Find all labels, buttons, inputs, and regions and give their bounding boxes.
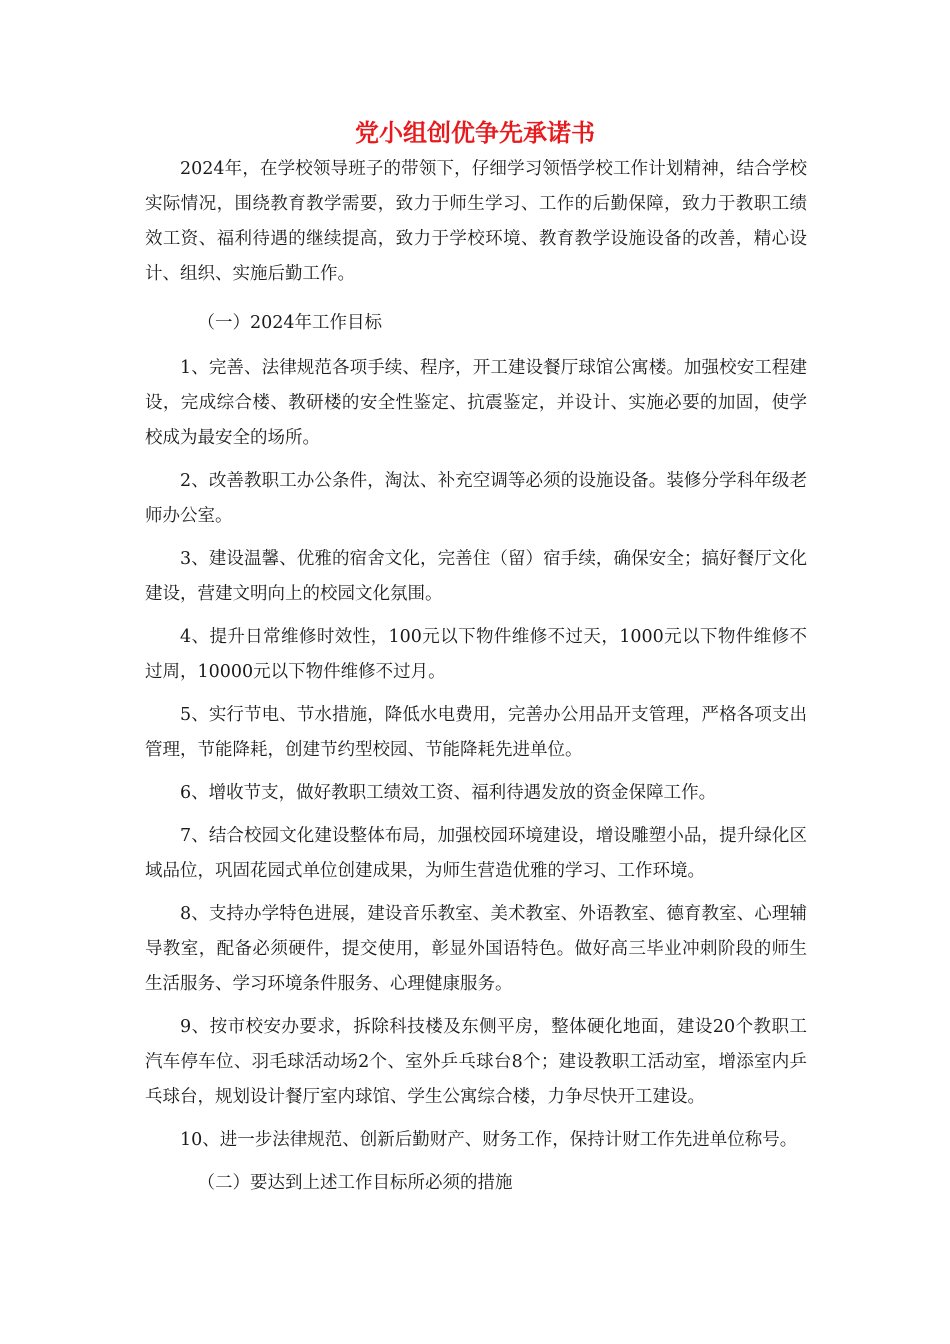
intro-paragraph: 2024年，在学校领导班子的带领下，仔细学习领悟学校工作计划精神，结合学校实际情况，围绕教育教学需要，致力于师生学习、工作的后勤保障，致力于教职工绩效工资、福利待遇的继续提高，致力于学校环境、教育教学设施设备的改善，精心设计、组织、实施后勤工作。 (145, 159, 807, 284)
goal-item-3: 3、建设温馨、优雅的宿舍文化，完善住（留）宿手续，确保安全；搞好餐厅文化建设，营建文明向上的校园文化氛围。 (145, 549, 807, 604)
goal-item-5: 5、实行节电、节水措施，降低水电费用，完善办公用品开支管理，严格各项支出管理，节能降耗，创建节约型校园、节能降耗先进单位。 (145, 705, 807, 760)
section-heading-goals: （一）2024年工作目标 (197, 313, 383, 333)
goal-item-1: 1、完善、法律规范各项手续、程序，开工建设餐厅球馆公寓楼。加强校安工程建设，完成综合楼、教研楼的安全性鉴定、抗震鉴定，并设计、实施必要的加固，使学校成为最安全的场所。 (145, 358, 807, 448)
goal-item-6: 6、增收节支，做好教职工绩效工资、福利待遇发放的资金保障工作。 (180, 783, 717, 803)
goal-item-4: 4、提升日常维修时效性，100元以下物件维修不过天，1000元以下物件维修不过周，10000元以下物件维修不过月。 (145, 627, 807, 682)
goal-item-7: 7、结合校园文化建设整体布局，加强校园环境建设，增设雕塑小品，提升绿化区域品位，巩固花园式单位创建成果，为师生营造优雅的学习、工作环境。 (145, 826, 807, 881)
goal-item-2: 2、改善教职工办公条件，淘汰、补充空调等必须的设施设备。装修分学科年级老师办公室。 (145, 471, 807, 526)
document-body (145, 152, 807, 1211)
goal-item-9: 9、按市校安办要求，拆除科技楼及东侧平房，整体硬化地面，建设20个教职工汽车停车位、羽毛球活动场2个、室外乒乓球台8个；建设教职工活动室，增添室内乒乓球台，规划设计餐厅室内球馆、学生公寓综合楼，力争尽快开工建设。 (145, 1017, 807, 1107)
goal-item-8: 8、支持办学特色进展，建设音乐教室、美术教室、外语教室、德育教室、心理辅导教室，配备必须硬件，提交使用，彰显外国语特色。做好高三毕业冲刺阶段的师生生活服务、学习环境条件服务、心理健康服务。 (145, 904, 807, 994)
document-title: 党小组创优争先承诺书 (355, 119, 595, 147)
section-heading-measures: （二）要达到上述工作目标所必须的措施 (197, 1173, 513, 1193)
goal-item-10: 10、进一步法律规范、创新后勤财产、财务工作，保持计财工作先进单位称号。 (180, 1130, 798, 1150)
